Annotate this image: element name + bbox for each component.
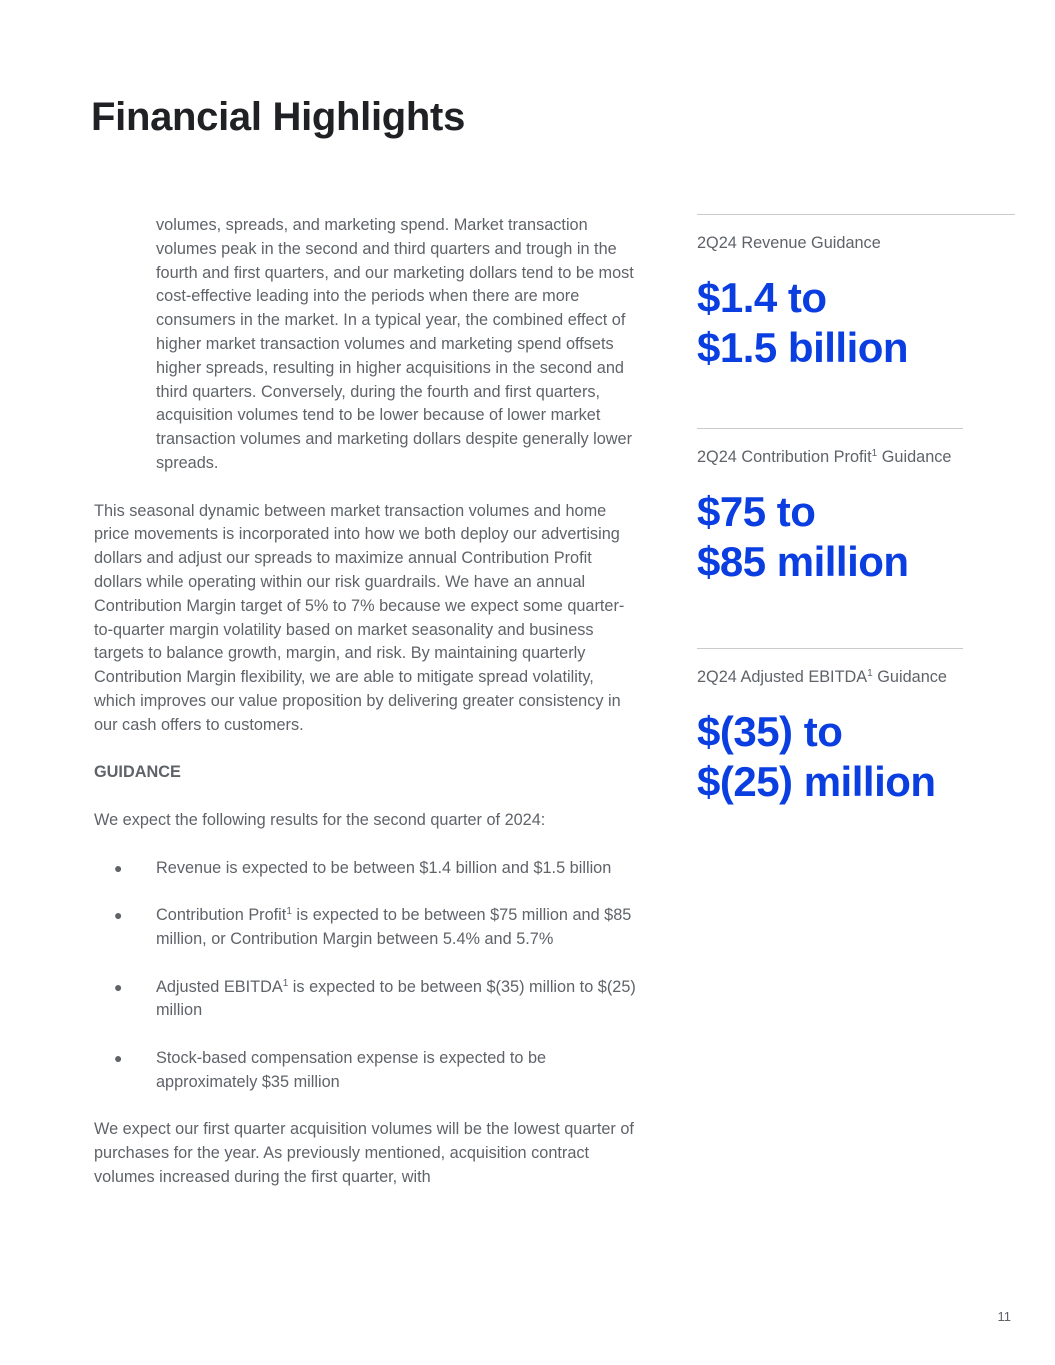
list-item-text: Contribution Profit bbox=[156, 906, 287, 925]
guidance-label-text-cont: Guidance bbox=[877, 448, 952, 466]
bullet-icon: ● bbox=[114, 907, 123, 924]
bullet-icon: ● bbox=[114, 1049, 123, 1066]
guidance-value bbox=[697, 273, 1017, 373]
list-item bbox=[94, 976, 639, 1024]
guidance-value-line1: $1.4 to bbox=[697, 274, 827, 321]
footnote-marker: 1 bbox=[282, 977, 289, 989]
guidance-value-line2: $1.5 billion bbox=[697, 324, 909, 371]
divider bbox=[697, 648, 963, 649]
list-item bbox=[94, 904, 639, 952]
list-item bbox=[94, 1047, 639, 1095]
guidance-heading: GUIDANCE bbox=[94, 763, 181, 782]
guidance-label bbox=[697, 234, 1017, 253]
guidance-label bbox=[697, 668, 1017, 687]
guidance-value bbox=[697, 707, 1017, 807]
page-number: 11 bbox=[997, 1309, 1011, 1324]
bullet-icon: ● bbox=[114, 859, 123, 876]
guidance-label-text: 2Q24 Contribution Profit bbox=[697, 448, 872, 466]
list-item-text-cont: is expected to be between $75 million and $85 million, or Contribution Margin between 5.4% and 5.7% bbox=[156, 906, 632, 948]
list-item bbox=[94, 857, 639, 881]
divider bbox=[697, 214, 1015, 215]
list-item-text: Revenue is expected to be between $1.4 billion and $1.5 billion bbox=[156, 858, 612, 877]
guidance-value bbox=[697, 487, 1017, 587]
list-item-text: Stock-based compensation expense is expected to be approximately $35 million bbox=[156, 1048, 547, 1091]
revenue-guidance-block bbox=[697, 214, 1017, 373]
closing-paragraph: We expect our first quarter acquisition volumes will be the lowest quarter of purchases for the year. As previously mentioned, acquisition contract volumes increased during the first quarter, with bbox=[94, 1120, 634, 1186]
adjusted-ebitda-guidance-block bbox=[697, 648, 1017, 807]
footnote-marker: 1 bbox=[871, 448, 878, 459]
divider bbox=[697, 428, 963, 429]
contribution-profit-guidance-block bbox=[697, 428, 1017, 587]
guidance-label bbox=[697, 448, 1017, 467]
guidance-value-line1: $(35) to bbox=[697, 708, 843, 755]
guidance-label-text: 2Q24 Adjusted EBITDA bbox=[697, 668, 868, 686]
guidance-value-line2: $85 million bbox=[697, 538, 909, 585]
guidance-label-text: 2Q24 Revenue Guidance bbox=[697, 234, 881, 252]
page-title: Financial Highlights bbox=[91, 95, 466, 139]
guidance-intro: We expect the following results for the second quarter of 2024: bbox=[94, 810, 546, 829]
footnote-marker: 1 bbox=[867, 668, 873, 679]
continued-paragraph: volumes, spreads, and marketing spend. Market transaction volumes peak in the second and third quarters and trough in the fourth and first quarters, and our marketing dollars tend to be most cost-effective leading into the periods when there are more consumers in the market. In a typical year, the combined effect of higher market transaction volumes and marketing spend offsets higher spreads, resulting in higher acquisitions in the second and third quarters. Conversely, during the fourth and first quarters, acquisition volumes tend to be lower because of lower market transaction volumes and marketing dollars despite generally lower spreads. bbox=[156, 216, 634, 472]
guidance-list bbox=[94, 857, 639, 1095]
guidance-label-text-cont: Guidance bbox=[872, 668, 947, 686]
list-item-text-cont: is expected to be between $(35) million to $(25) million bbox=[156, 977, 636, 1020]
main-column bbox=[94, 214, 639, 1213]
guidance-value-line1: $75 to bbox=[697, 488, 816, 535]
seasonal-paragraph: This seasonal dynamic between market transaction volumes and home price movements is incorporated into how we both deploy our advertising dollars and adjust our spreads to maximize annual Contribution Profit dollars while operating within our risk guardrails. We have an annual Contribution Margin target of 5% to 7% because we expect some quarter-to-quarter margin volatility based on market seasonality and business targets to balance growth, margin, and risk. By maintaining quarterly Contribution Margin flexibility, we are able to mitigate spread volatility, which improves our value proposition by delivering greater consistency in our cash offers to customers. bbox=[94, 501, 625, 734]
list-item-text: Adjusted EBITDA bbox=[156, 977, 283, 996]
footnote-marker: 1 bbox=[286, 906, 292, 918]
guidance-value-line2: $(25) million bbox=[697, 758, 936, 805]
bullet-icon: ● bbox=[114, 978, 123, 995]
